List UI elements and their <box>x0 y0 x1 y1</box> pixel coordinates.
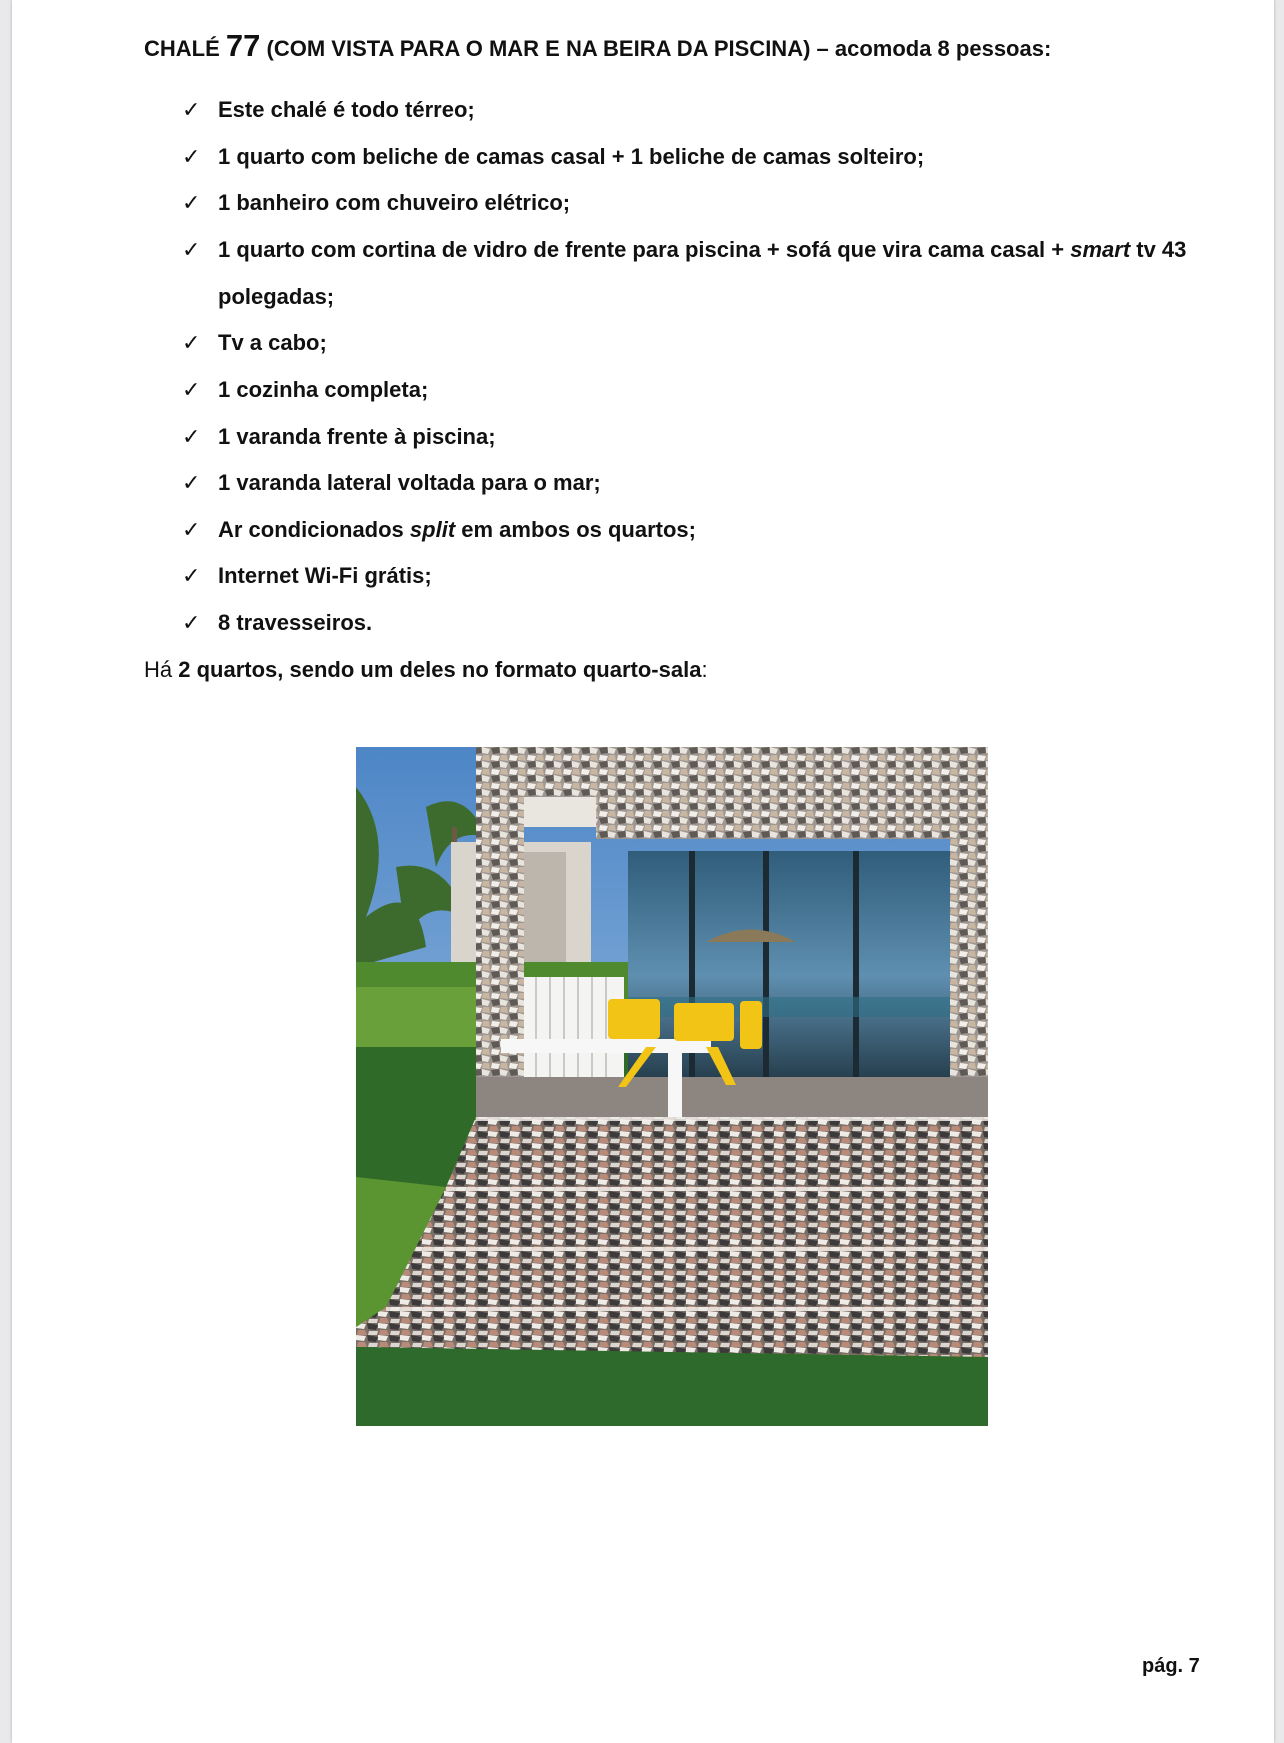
list-item-text: 1 quarto com cortina de vidro de frente para piscina + sofá que vira cama casal + smart tv 43 <box>218 237 1187 262</box>
list-item-text: 8 travesseiros. <box>218 610 373 635</box>
page-number: pág. 7 <box>1142 1655 1200 1677</box>
list-item-text: Ar condicionados split em ambos os quartos; <box>218 517 696 542</box>
list-item <box>182 424 496 450</box>
list-item <box>182 144 924 170</box>
list-item <box>182 237 1186 263</box>
checkmark-icon: ✓ <box>182 377 201 402</box>
title-rest: (COM VISTA PARA O MAR E NA BEIRA DA PISCINA) – acomoda 8 pessoas: <box>266 36 1052 61</box>
list-item-text: 1 varanda lateral voltada para o mar; <box>218 470 601 495</box>
list-item <box>182 517 696 543</box>
list-item-text: Internet Wi-Fi grátis; <box>218 563 432 588</box>
list-item <box>182 563 432 589</box>
chalet-number: 77 <box>225 28 261 63</box>
list-item <box>182 470 601 496</box>
page-title <box>144 28 1051 64</box>
checkmark-icon: ✓ <box>182 144 201 169</box>
checkmark-icon: ✓ <box>182 470 201 495</box>
checkmark-icon: ✓ <box>182 610 201 635</box>
list-item <box>182 97 475 123</box>
list-item <box>182 330 327 356</box>
list-item-continuation: polegadas; <box>218 284 335 309</box>
list-item-text: Tv a cabo; <box>218 330 327 355</box>
checkmark-icon: ✓ <box>182 563 201 588</box>
checkmark-icon: ✓ <box>182 517 201 542</box>
checkmark-icon: ✓ <box>182 190 201 215</box>
document-page <box>12 0 1274 1743</box>
rooms-paragraph: Há 2 quartos, sendo um deles no formato quarto-sala: <box>144 657 708 682</box>
checkmark-icon: ✓ <box>182 97 201 122</box>
title-prefix: CHALÉ <box>144 36 220 61</box>
list-item-text: 1 quarto com beliche de camas casal + 1 beliche de camas solteiro; <box>218 144 925 169</box>
chalet-photo <box>356 747 988 1426</box>
list-item <box>182 610 372 636</box>
list-item <box>182 190 570 216</box>
checkmark-icon: ✓ <box>182 424 201 449</box>
list-item-text: 1 cozinha completa; <box>218 377 429 402</box>
list-item <box>182 377 428 403</box>
list-item-text: 1 banheiro com chuveiro elétrico; <box>218 190 571 215</box>
checkmark-icon: ✓ <box>182 237 201 262</box>
checkmark-icon: ✓ <box>182 330 201 355</box>
list-item-text: 1 varanda frente à piscina; <box>218 424 496 449</box>
list-item-text: Este chalé é todo térreo; <box>218 97 475 122</box>
